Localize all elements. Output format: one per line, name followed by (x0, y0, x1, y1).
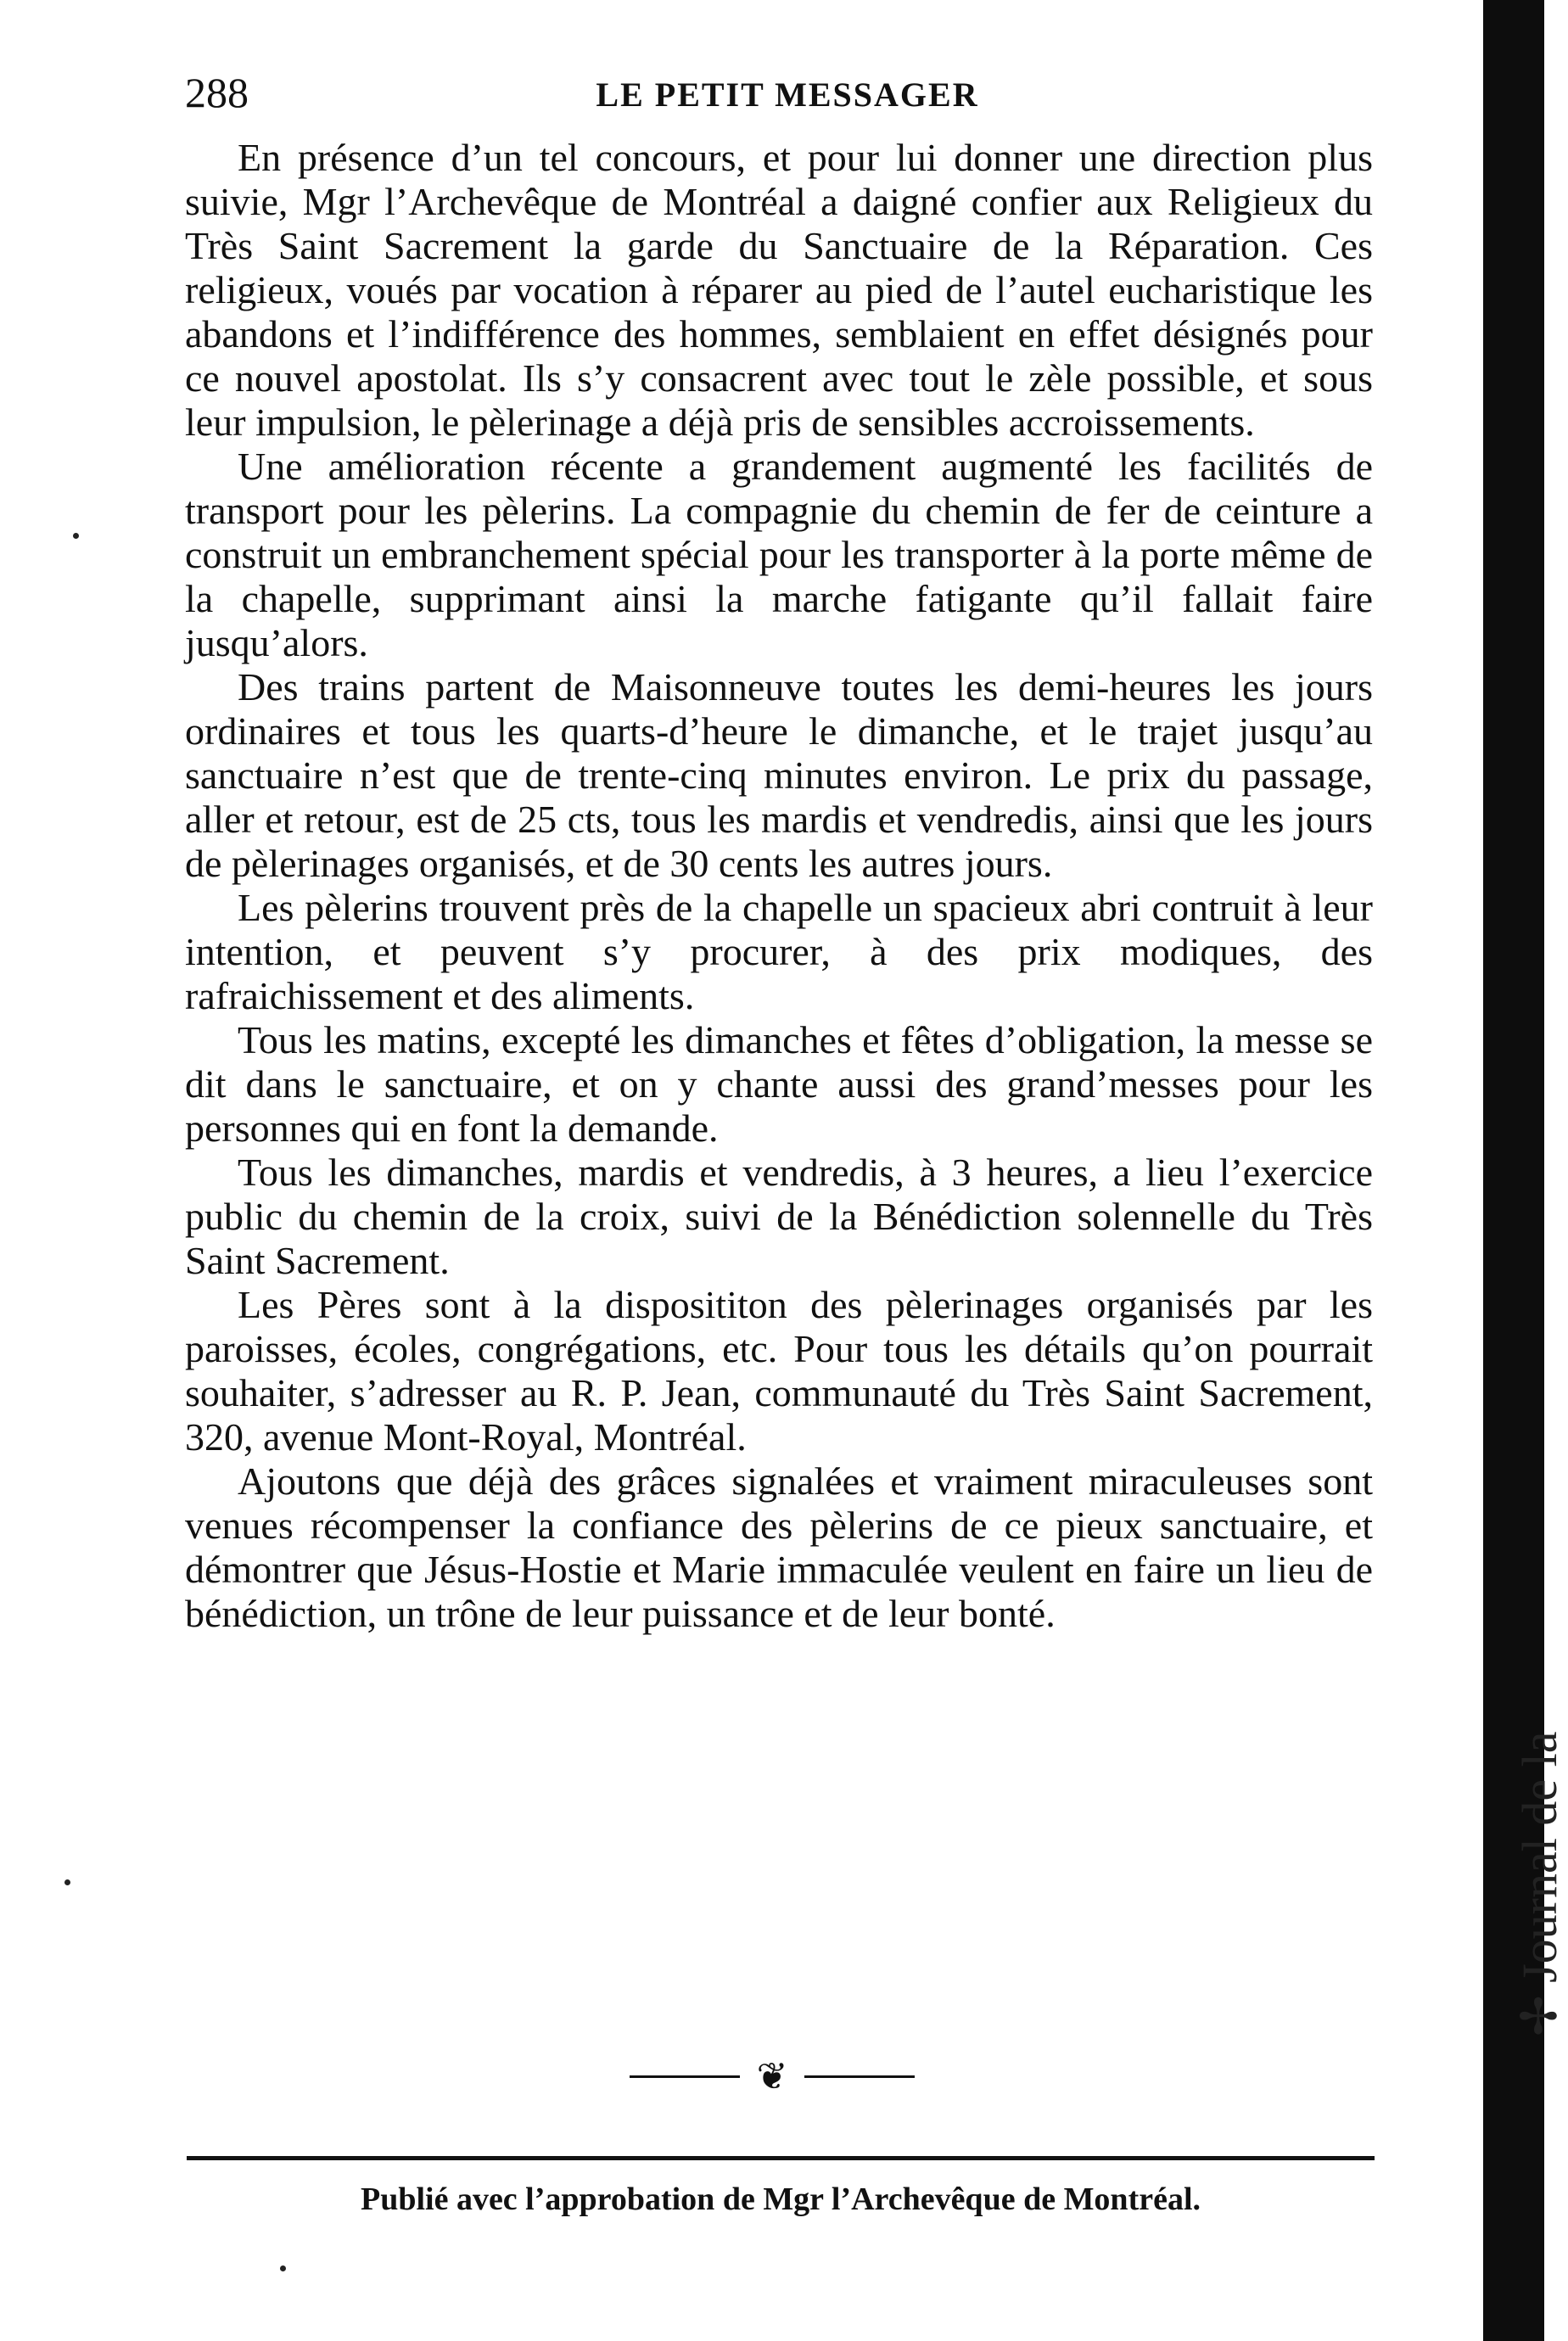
paragraph: En présence d’un tel concours, et pour lui donner une direction plus suivie, Mgr l’Archevêque de Montréal a daigné confier aux Religieux du Très Saint Sacrement la garde du Sanctuaire de la Réparation. Ces religieux, voués par vocation à réparer au pied de l’autel eucharistique les abandons et l’indifférence des hommes, semblaient en effet désignés pour ce nouvel apostolat. Ils s’y consacrent avec tout le zèle possible, et sous leur impulsion, le pèlerinage a déjà pris de sensibles accroissements. (185, 136, 1373, 444)
speck (73, 533, 79, 539)
margin-stamp: ✢ Journal de la (1512, 1731, 1567, 2036)
running-title: LE PETIT MESSAGER (596, 76, 979, 114)
speck (64, 1879, 70, 1885)
speck (280, 2265, 286, 2271)
page-header (185, 68, 1390, 127)
ornament-line-left (630, 2075, 740, 2078)
paragraph: Ajoutons que déjà des grâces signalées et vraiment miraculeuses sont venues récompenser la confiance des pèlerins de ce pieux sanctuaire, et démontrer que Jésus-Hostie et Marie immaculée veulent en faire un lieu de bénédiction, un trône de leur puissance et de leur bonté. (185, 1459, 1373, 1635)
paragraph: Tous les matins, excepté les dimanches et fêtes d’obligation, la messe se dit dans le sanctuaire, et on y chante aussi des grand’messes pour les personnes qui en font la demande. (185, 1018, 1373, 1150)
footer-rule (187, 2156, 1375, 2160)
paragraph: Tous les dimanches, mardis et vendredis, à 3 heures, a lieu l’exercice public du chemin de la croix, suivi de la Bénédiction solennelle du Très Saint Sacrement. (185, 1151, 1373, 1282)
footer-imprimatur: Publié avec l’approbation de Mgr l’Archevêque de Montréal. (360, 2181, 1201, 2217)
paragraph: Une amélioration récente a grandement augmenté les facilités de transport pour les pèlerins. La compagnie du chemin de fer de ceinture a construit un embranchement spécial pour les transporter à la porte même de la chapelle, supprimant ainsi la marche fatigante qu’il fallait faire jusqu’alors. (185, 445, 1373, 664)
ornament-line-right (804, 2075, 915, 2078)
page-number: 288 (185, 69, 249, 116)
paragraph: Les pèlerins trouvent près de la chapelle un spacieux abri contruit à leur intention, et peuvent s’y procurer, à des prix modiques, des rafraichissement et des aliments. (185, 886, 1373, 1017)
paragraph: Les Pères sont à la disposititon des pèlerinages organisés par les paroisses, écoles, congrégations, etc. Pour tous les détails qu’on pourrait souhaiter, s’adresser au R. P. Jean, communauté du Très Saint Sacrement, 320, avenue Mont-Royal, Montréal. (185, 1283, 1373, 1459)
paragraph: Des trains partent de Maisonneuve toutes les demi-heures les jours ordinaires et tous les quarts-d’heure le dimanche, et le trajet jusqu’au sanctuaire n’est que de trente-cinq minutes environ. Le prix du passage, aller et retour, est de 25 cts, tous les mardis et vendredis, ainsi que les jours de pèlerinages organisés, et de 30 cents les autres jours. (185, 665, 1373, 885)
fleuron-icon: ❦ (756, 2056, 788, 2098)
section-ornament (0, 2053, 1544, 2098)
body-text (185, 136, 1373, 1636)
